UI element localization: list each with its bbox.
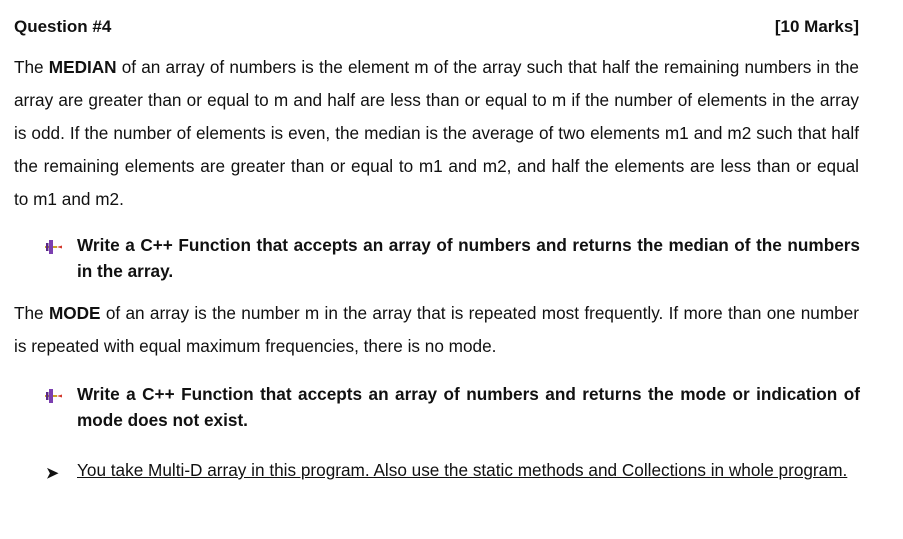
question-marks: [10 Marks] [774, 17, 859, 36]
mode-task-text: Write a C++ Function that accepts an array of numbers and returns the mode or indication of mode does not exist. [77, 384, 860, 430]
question-header [14, 15, 859, 39]
question-title: Question #4 [14, 17, 112, 36]
median-term: MEDIAN [48, 57, 117, 77]
mode-body: of an array is the number m in the array that is repeated most frequently. If more than one number is repeated with equal maximum frequencies, there is no mode. [14, 303, 859, 356]
mode-definition [14, 297, 859, 363]
note-text: You take Multi-D array in this program. Also use the static methods and Collections in whole program. [77, 460, 848, 480]
median-body: of an array of numbers is the element m of the array such that half the remaining numbers in the array are greater than or equal to m and half are less than or equal to m if the number of elements in the array is odd. If the number of elements is even, the median is the average of two elements m1 and m2 such that half the remaining elements are greater than or equal to m1 and m2, and half the elements are less than or equal to m1 and m2. [14, 57, 859, 209]
median-task-item [42, 233, 860, 284]
mode-intro: The [14, 303, 49, 323]
mode-term: MODE [48, 303, 101, 323]
median-definition [14, 51, 859, 216]
median-task-text: Write a C++ Function that accepts an array of numbers and returns the median of the numbers in the array. [77, 235, 860, 281]
pushpin-icon [42, 382, 77, 433]
arrowhead-icon: ➤ [46, 465, 59, 482]
pushpin-icon [42, 233, 77, 284]
note-item [42, 458, 860, 484]
median-intro: The [14, 57, 49, 77]
mode-task-item [42, 382, 860, 433]
